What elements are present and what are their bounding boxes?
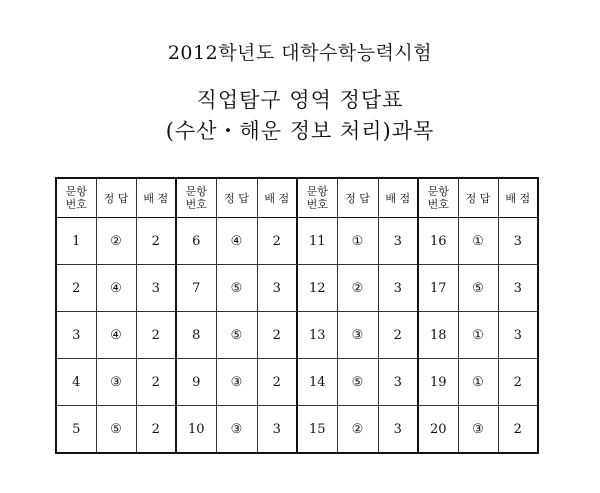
answer-cell: ① <box>337 218 378 265</box>
question-number: 20 <box>418 406 458 454</box>
points-cell: 2 <box>378 312 418 359</box>
answer-cell: ④ <box>96 265 136 312</box>
answer-cell: ③ <box>458 406 498 454</box>
answer-table-body <box>56 218 538 454</box>
question-number: 13 <box>297 312 337 359</box>
answer-cell: ① <box>458 359 498 406</box>
answer-cell: ④ <box>216 218 257 265</box>
points-cell: 2 <box>136 312 176 359</box>
answer-cell: ② <box>337 406 378 454</box>
points-cell: 2 <box>257 218 297 265</box>
question-number: 5 <box>56 406 96 454</box>
points-cell: 3 <box>378 265 418 312</box>
answer-cell: ③ <box>216 359 257 406</box>
points-cell: 3 <box>498 218 538 265</box>
points-cell: 3 <box>378 359 418 406</box>
answer-header: 정 답 <box>96 178 136 218</box>
answer-table-header <box>56 178 538 218</box>
question-number-header: 문항 번호 <box>56 178 96 218</box>
header-row <box>56 178 538 218</box>
points-cell: 2 <box>498 359 538 406</box>
question-number: 3 <box>56 312 96 359</box>
question-number: 19 <box>418 359 458 406</box>
sheet-title: 직업탐구 영역 정답표 <box>196 88 404 112</box>
answer-cell: ① <box>458 312 498 359</box>
exam-title: 2012학년도 대학수학능력시험 <box>167 42 433 64</box>
question-number: 15 <box>297 406 337 454</box>
answer-cell: ⑤ <box>96 406 136 454</box>
answer-cell: ④ <box>96 312 136 359</box>
points-cell: 2 <box>257 359 297 406</box>
points-header: 배 점 <box>257 178 297 218</box>
question-number: 18 <box>418 312 458 359</box>
table-row <box>56 218 538 265</box>
question-number-header: 문항 번호 <box>176 178 216 218</box>
question-number-header: 문항 번호 <box>418 178 458 218</box>
question-number: 17 <box>418 265 458 312</box>
question-number: 16 <box>418 218 458 265</box>
points-header: 배 점 <box>136 178 176 218</box>
question-number: 1 <box>56 218 96 265</box>
question-number: 6 <box>176 218 216 265</box>
points-cell: 3 <box>136 265 176 312</box>
answer-cell: ③ <box>216 406 257 454</box>
answer-header: 정 답 <box>216 178 257 218</box>
points-cell: 3 <box>257 406 297 454</box>
answer-cell: ② <box>96 218 136 265</box>
answer-table <box>55 177 539 454</box>
table-row <box>56 312 538 359</box>
points-cell: 3 <box>498 312 538 359</box>
question-number: 9 <box>176 359 216 406</box>
question-number: 4 <box>56 359 96 406</box>
question-number: 14 <box>297 359 337 406</box>
table-row <box>56 406 538 454</box>
answer-cell: ① <box>458 218 498 265</box>
points-cell: 2 <box>136 359 176 406</box>
points-cell: 2 <box>136 406 176 454</box>
answer-header: 정 답 <box>337 178 378 218</box>
subject-title: (수산・해운 정보 처리)과목 <box>165 119 435 143</box>
answer-cell: ③ <box>337 312 378 359</box>
points-header: 배 점 <box>378 178 418 218</box>
table-row <box>56 359 538 406</box>
answer-cell: ③ <box>96 359 136 406</box>
points-cell: 2 <box>136 218 176 265</box>
question-number: 11 <box>297 218 337 265</box>
points-cell: 3 <box>378 406 418 454</box>
answer-cell: ② <box>337 265 378 312</box>
answer-cell: ⑤ <box>216 312 257 359</box>
points-header: 배 점 <box>498 178 538 218</box>
question-number-header: 문항 번호 <box>297 178 337 218</box>
points-cell: 2 <box>257 312 297 359</box>
answer-header: 정 답 <box>458 178 498 218</box>
answer-cell: ⑤ <box>458 265 498 312</box>
answer-cell: ⑤ <box>337 359 378 406</box>
points-cell: 3 <box>257 265 297 312</box>
question-number: 8 <box>176 312 216 359</box>
table-row <box>56 265 538 312</box>
points-cell: 2 <box>498 406 538 454</box>
question-number: 7 <box>176 265 216 312</box>
question-number: 2 <box>56 265 96 312</box>
points-cell: 3 <box>378 218 418 265</box>
points-cell: 3 <box>498 265 538 312</box>
question-number: 12 <box>297 265 337 312</box>
answer-cell: ⑤ <box>216 265 257 312</box>
question-number: 10 <box>176 406 216 454</box>
